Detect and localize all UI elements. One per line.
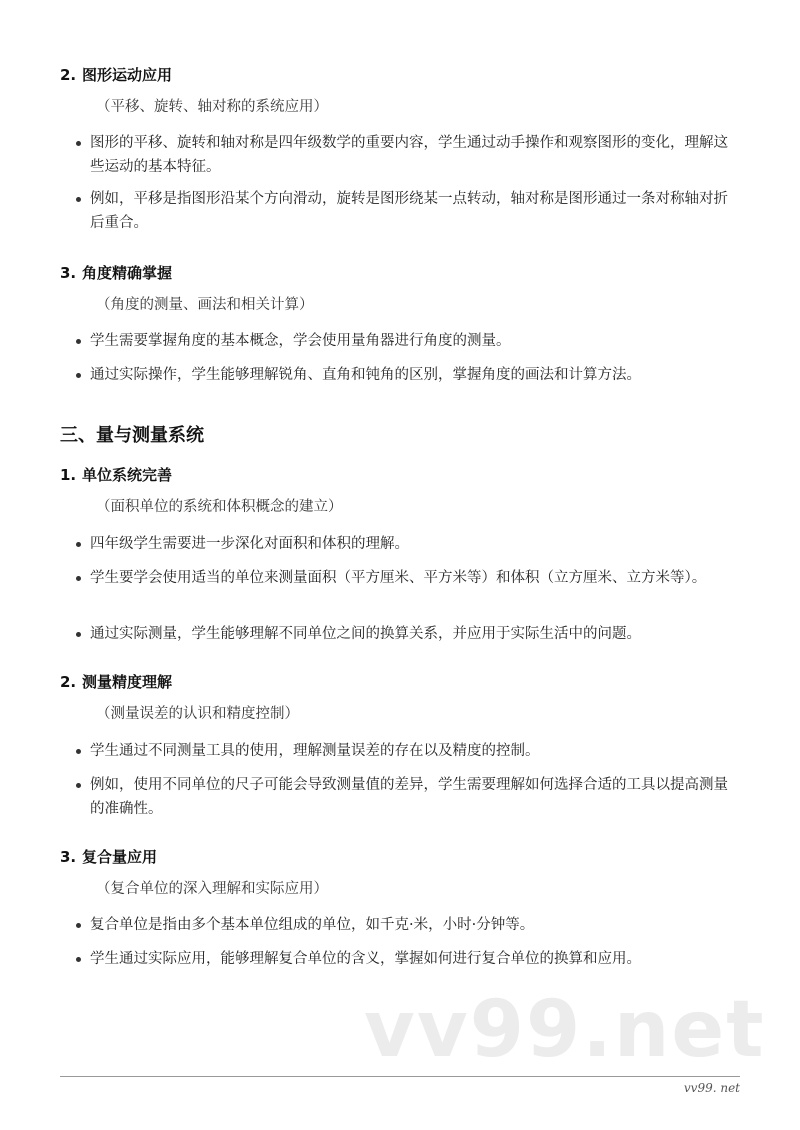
footer-site-label: vv99. net (683, 1081, 740, 1095)
bullet-dot-icon (76, 632, 81, 637)
bullet-text: 学生要学会使用适当的单位来测量面积（平方厘米、平方米等）和体积（立方厘米、立方米等）。 (90, 570, 707, 586)
subsection-title: 测量精度理解 (82, 673, 173, 691)
subsection-heading (60, 64, 172, 85)
bullet-dot-icon (76, 576, 81, 581)
bullet-dot-icon (76, 957, 81, 962)
bullet-dot-icon (76, 923, 81, 928)
subsection-description: （测量误差的认识和精度控制） (96, 706, 299, 722)
bullet-item (70, 131, 740, 179)
bullet-item (70, 566, 740, 590)
bullet-dot-icon (76, 542, 81, 547)
bullet-text: 通过实际操作，学生能够理解锐角、直角和钝角的区别，掌握角度的画法和计算方法。 (90, 367, 641, 383)
bullet-item (70, 329, 740, 353)
bullet-dot-icon (76, 373, 81, 378)
bullet-text: 图形的平移、旋转和轴对称是四年级数学的重要内容，学生通过动手操作和观察图形的变化，理解这些运动的基本特征。 (90, 135, 728, 175)
subsection-description: （角度的测量、画法和相关计算） (96, 297, 314, 313)
bullet-text: 通过实际测量，学生能够理解不同单位之间的换算关系，并应用于实际生活中的问题。 (90, 626, 641, 642)
subsection-description: （面积单位的系统和体积概念的建立） (96, 499, 343, 515)
bullet-dot-icon (76, 749, 81, 754)
bullet-text: 四年级学生需要进一步深化对面积和体积的理解。 (90, 536, 409, 552)
bullet-text: 例如，平移是指图形沿某个方向滑动，旋转是图形绕某一点转动，轴对称是图形通过一条对称轴对折后重合。 (90, 191, 728, 231)
bullet-item (70, 947, 740, 971)
bullet-text: 复合单位是指由多个基本单位组成的单位，如千克·米，小时·分钟等。 (90, 917, 535, 933)
subsection-heading (60, 262, 172, 283)
section-heading: 三、量与测量系统 (60, 425, 204, 446)
bullet-dot-icon (76, 141, 81, 146)
subsection-number: 3. (60, 264, 77, 282)
subsection-number: 1. (60, 466, 77, 484)
bullet-text: 学生通过不同测量工具的使用，理解测量误差的存在以及精度的控制。 (90, 743, 540, 759)
subsection-title: 复合量应用 (82, 848, 158, 866)
bullet-text: 学生通过实际应用，能够理解复合单位的含义，掌握如何进行复合单位的换算和应用。 (90, 951, 641, 967)
bullet-item (70, 913, 740, 937)
subsection-heading (60, 464, 172, 485)
subsection-description: （平移、旋转、轴对称的系统应用） (96, 99, 328, 115)
subsection-title: 图形运动应用 (82, 66, 173, 84)
bullet-item (70, 532, 740, 556)
bullet-item (70, 622, 740, 646)
bullet-dot-icon (76, 783, 81, 788)
bullet-dot-icon (76, 197, 81, 202)
footer-divider (60, 1076, 740, 1077)
bullet-text: 例如，使用不同单位的尺子可能会导致测量值的差异，学生需要理解如何选择合适的工具以提高测量的准确性。 (90, 777, 728, 817)
bullet-dot-icon (76, 339, 81, 344)
subsection-heading (60, 671, 172, 692)
subsection-number: 2. (60, 66, 77, 84)
subsection-heading (60, 846, 157, 867)
bullet-item (70, 739, 740, 763)
bullet-item (70, 363, 740, 387)
subsection-title: 角度精确掌握 (82, 264, 173, 282)
bullet-item (70, 187, 740, 235)
bullet-text: 学生需要掌握角度的基本概念，学会使用量角器进行角度的测量。 (90, 333, 511, 349)
subsection-description: （复合单位的深入理解和实际应用） (96, 881, 328, 897)
subsection-number: 3. (60, 848, 77, 866)
bullet-item (70, 773, 740, 821)
subsection-number: 2. (60, 673, 77, 691)
subsection-title: 单位系统完善 (82, 466, 173, 484)
watermark-text: vv99.net (364, 985, 766, 1075)
